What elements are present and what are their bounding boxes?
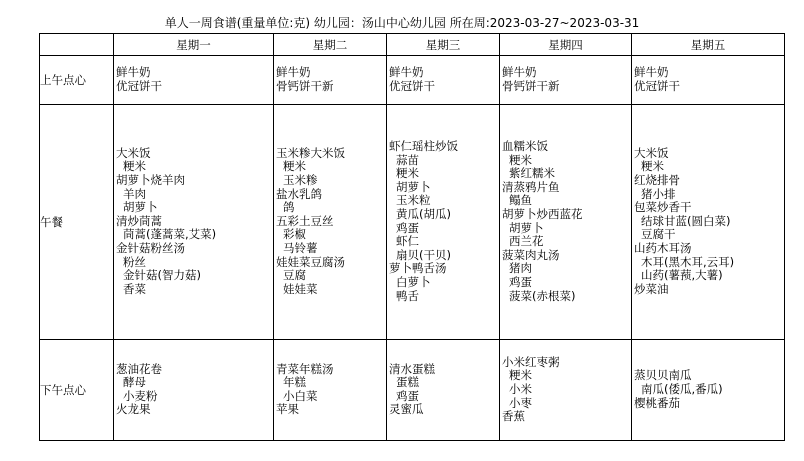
ingredient-item: 结球甘蓝(圆白菜) (641, 213, 731, 228)
menu-cell (632, 56, 785, 105)
dish-name: 包菜炒香干 (634, 200, 692, 215)
dish-name: 菠菜肉丸汤 (502, 247, 560, 262)
ingredient-item: 彩椒 (283, 227, 306, 242)
ingredient-item: 鸡蛋 (396, 388, 419, 403)
dish-name: 鲜牛奶 (116, 65, 151, 80)
ingredient-item: 菠菜(赤根菜) (509, 288, 576, 303)
day-header: 星期一 (114, 34, 274, 56)
ingredient-item: 粳米 (509, 368, 532, 383)
dish-name: 胡萝卜炒西蓝花 (502, 207, 583, 222)
menu-cell (114, 56, 274, 105)
ingredient-item: 粳米 (641, 159, 664, 174)
menu-cell (274, 339, 387, 440)
dish-name: 清炒茼蒿 (116, 213, 162, 228)
dish-name: 苹果 (276, 402, 299, 417)
dish-name: 樱桃番茄 (634, 395, 680, 410)
dish-name: 胡萝卜烧羊肉 (116, 173, 185, 188)
dish-name: 娃娃菜豆腐汤 (276, 254, 345, 269)
dish-name: 优冠饼干 (389, 78, 435, 93)
meal-row (40, 104, 785, 339)
ingredient-item: 小枣 (509, 395, 532, 410)
ingredient-item: 粉丝 (123, 254, 146, 269)
menu-cell (387, 339, 500, 440)
page-title: 单人一周食谱(重量单位:克) 幼儿园：汤山中心幼儿园 所在周:2023-03-27~2023-03-31 (164, 16, 640, 30)
dish-name: 金针菇粉丝汤 (116, 241, 185, 256)
ingredient-item: 年糕 (283, 375, 306, 390)
dish-name: 大米饭 (634, 145, 669, 160)
ingredient-item: 金针菇(智力菇) (123, 268, 201, 283)
ingredient-item: 娃娃菜 (283, 281, 318, 296)
dish-name: 火龙果 (116, 402, 151, 417)
dish-name: 鲜牛奶 (502, 65, 537, 80)
dish-name: 骨钙饼干新 (276, 78, 334, 93)
ingredient-item: 鸽 (283, 200, 295, 215)
ingredient-item: 蛋糕 (396, 375, 419, 390)
ingredient-item: 鸡蛋 (396, 220, 419, 235)
dish-name: 小米红枣粥 (502, 354, 560, 369)
ingredient-item: 小麦粉 (123, 388, 158, 403)
ingredient-item: 粳米 (283, 159, 306, 174)
menu-cell (387, 104, 500, 339)
dish-name: 血糯米饭 (502, 139, 548, 154)
menu-cell (114, 104, 274, 339)
dish-name: 五彩土豆丝 (276, 213, 334, 228)
dish-name: 葱油花卷 (116, 361, 162, 376)
ingredient-item: 蒜苗 (396, 152, 419, 167)
ingredient-item: 木耳(黑木耳,云耳) (641, 254, 735, 269)
ingredient-item: 黄瓜(胡瓜) (396, 207, 451, 222)
dish-name: 炒菜油 (634, 281, 669, 296)
ingredient-item: 粳米 (509, 152, 532, 167)
dish-name: 玉米糁大米饭 (276, 145, 345, 160)
dish-name: 清水蛋糕 (389, 361, 435, 376)
menu-cell (500, 339, 632, 440)
ingredient-item: 羊肉 (123, 186, 146, 201)
dish-name: 虾仁瑶柱炒饭 (389, 139, 458, 154)
ingredient-item: 扇贝(干贝) (396, 247, 451, 262)
dish-name: 鲜牛奶 (389, 65, 424, 80)
dish-name: 骨钙饼干新 (502, 78, 560, 93)
dish-name: 山药木耳汤 (634, 241, 692, 256)
menu-cell (274, 56, 387, 105)
ingredient-item: 虾仁 (396, 234, 419, 249)
meal-row (40, 56, 785, 105)
dish-name: 青菜年糕汤 (276, 361, 334, 376)
dish-name: 香蕉 (502, 409, 525, 424)
weekly-menu-table (39, 33, 785, 441)
day-header: 星期三 (387, 34, 500, 56)
ingredient-item: 粳米 (396, 166, 419, 181)
ingredient-item: 香菜 (123, 281, 146, 296)
day-header: 星期四 (500, 34, 632, 56)
menu-cell (387, 56, 500, 105)
dish-name: 红烧排骨 (634, 173, 680, 188)
menu-cell (114, 339, 274, 440)
ingredient-item: 鸭舌 (396, 288, 419, 303)
ingredient-item: 小白菜 (283, 388, 318, 403)
meal-row (40, 339, 785, 440)
ingredient-item: 酵母 (123, 375, 146, 390)
ingredient-item: 猪小排 (641, 186, 676, 201)
ingredient-item: 鸡蛋 (509, 275, 532, 290)
ingredient-item: 豆腐 (283, 268, 306, 283)
ingredient-item: 胡萝卜 (123, 200, 158, 215)
dish-name: 盐水乳鸽 (276, 186, 322, 201)
dish-name: 灵蜜瓜 (389, 402, 424, 417)
dish-name: 鲜牛奶 (634, 65, 669, 80)
dish-name: 萝卜鸭舌汤 (389, 261, 447, 276)
ingredient-item: 胡萝卜 (396, 179, 431, 194)
ingredient-item: 玉米糁 (283, 173, 318, 188)
menu-cell (500, 104, 632, 339)
ingredient-item: 胡萝卜 (509, 220, 544, 235)
ingredient-item: 山药(薯蓣,大薯) (641, 268, 723, 283)
ingredient-item: 茼蒿(蓬蒿菜,艾菜) (123, 227, 217, 242)
ingredient-item: 马铃薯 (283, 241, 318, 256)
ingredient-item: 粳米 (123, 159, 146, 174)
ingredient-item: 紫红糯米 (509, 166, 555, 181)
dish-name: 优冠饼干 (116, 78, 162, 93)
menu-cell (632, 104, 785, 339)
ingredient-item: 小米 (509, 382, 532, 397)
menu-cell (500, 56, 632, 105)
day-header: 星期二 (274, 34, 387, 56)
day-header: 星期五 (632, 34, 785, 56)
meal-label: 午餐 (40, 104, 114, 339)
dish-name: 蒸贝贝南瓜 (634, 368, 692, 383)
ingredient-item: 豆腐干 (641, 227, 676, 242)
dish-name: 大米饭 (116, 145, 151, 160)
meal-label: 下午点心 (40, 339, 114, 440)
ingredient-item: 玉米粒 (396, 193, 431, 208)
corner-cell (40, 34, 114, 56)
ingredient-item: 南瓜(倭瓜,番瓜) (641, 382, 723, 397)
ingredient-item: 鳎鱼 (509, 193, 532, 208)
menu-cell (274, 104, 387, 339)
dish-name: 优冠饼干 (634, 78, 680, 93)
header-row (40, 34, 785, 56)
ingredient-item: 西兰花 (509, 234, 544, 249)
dish-name: 鲜牛奶 (276, 65, 311, 80)
ingredient-item: 白萝卜 (396, 275, 431, 290)
meal-label: 上午点心 (40, 56, 114, 105)
dish-name: 清蒸鸦片鱼 (502, 179, 560, 194)
menu-cell (632, 339, 785, 440)
ingredient-item: 猪肉 (509, 261, 532, 276)
